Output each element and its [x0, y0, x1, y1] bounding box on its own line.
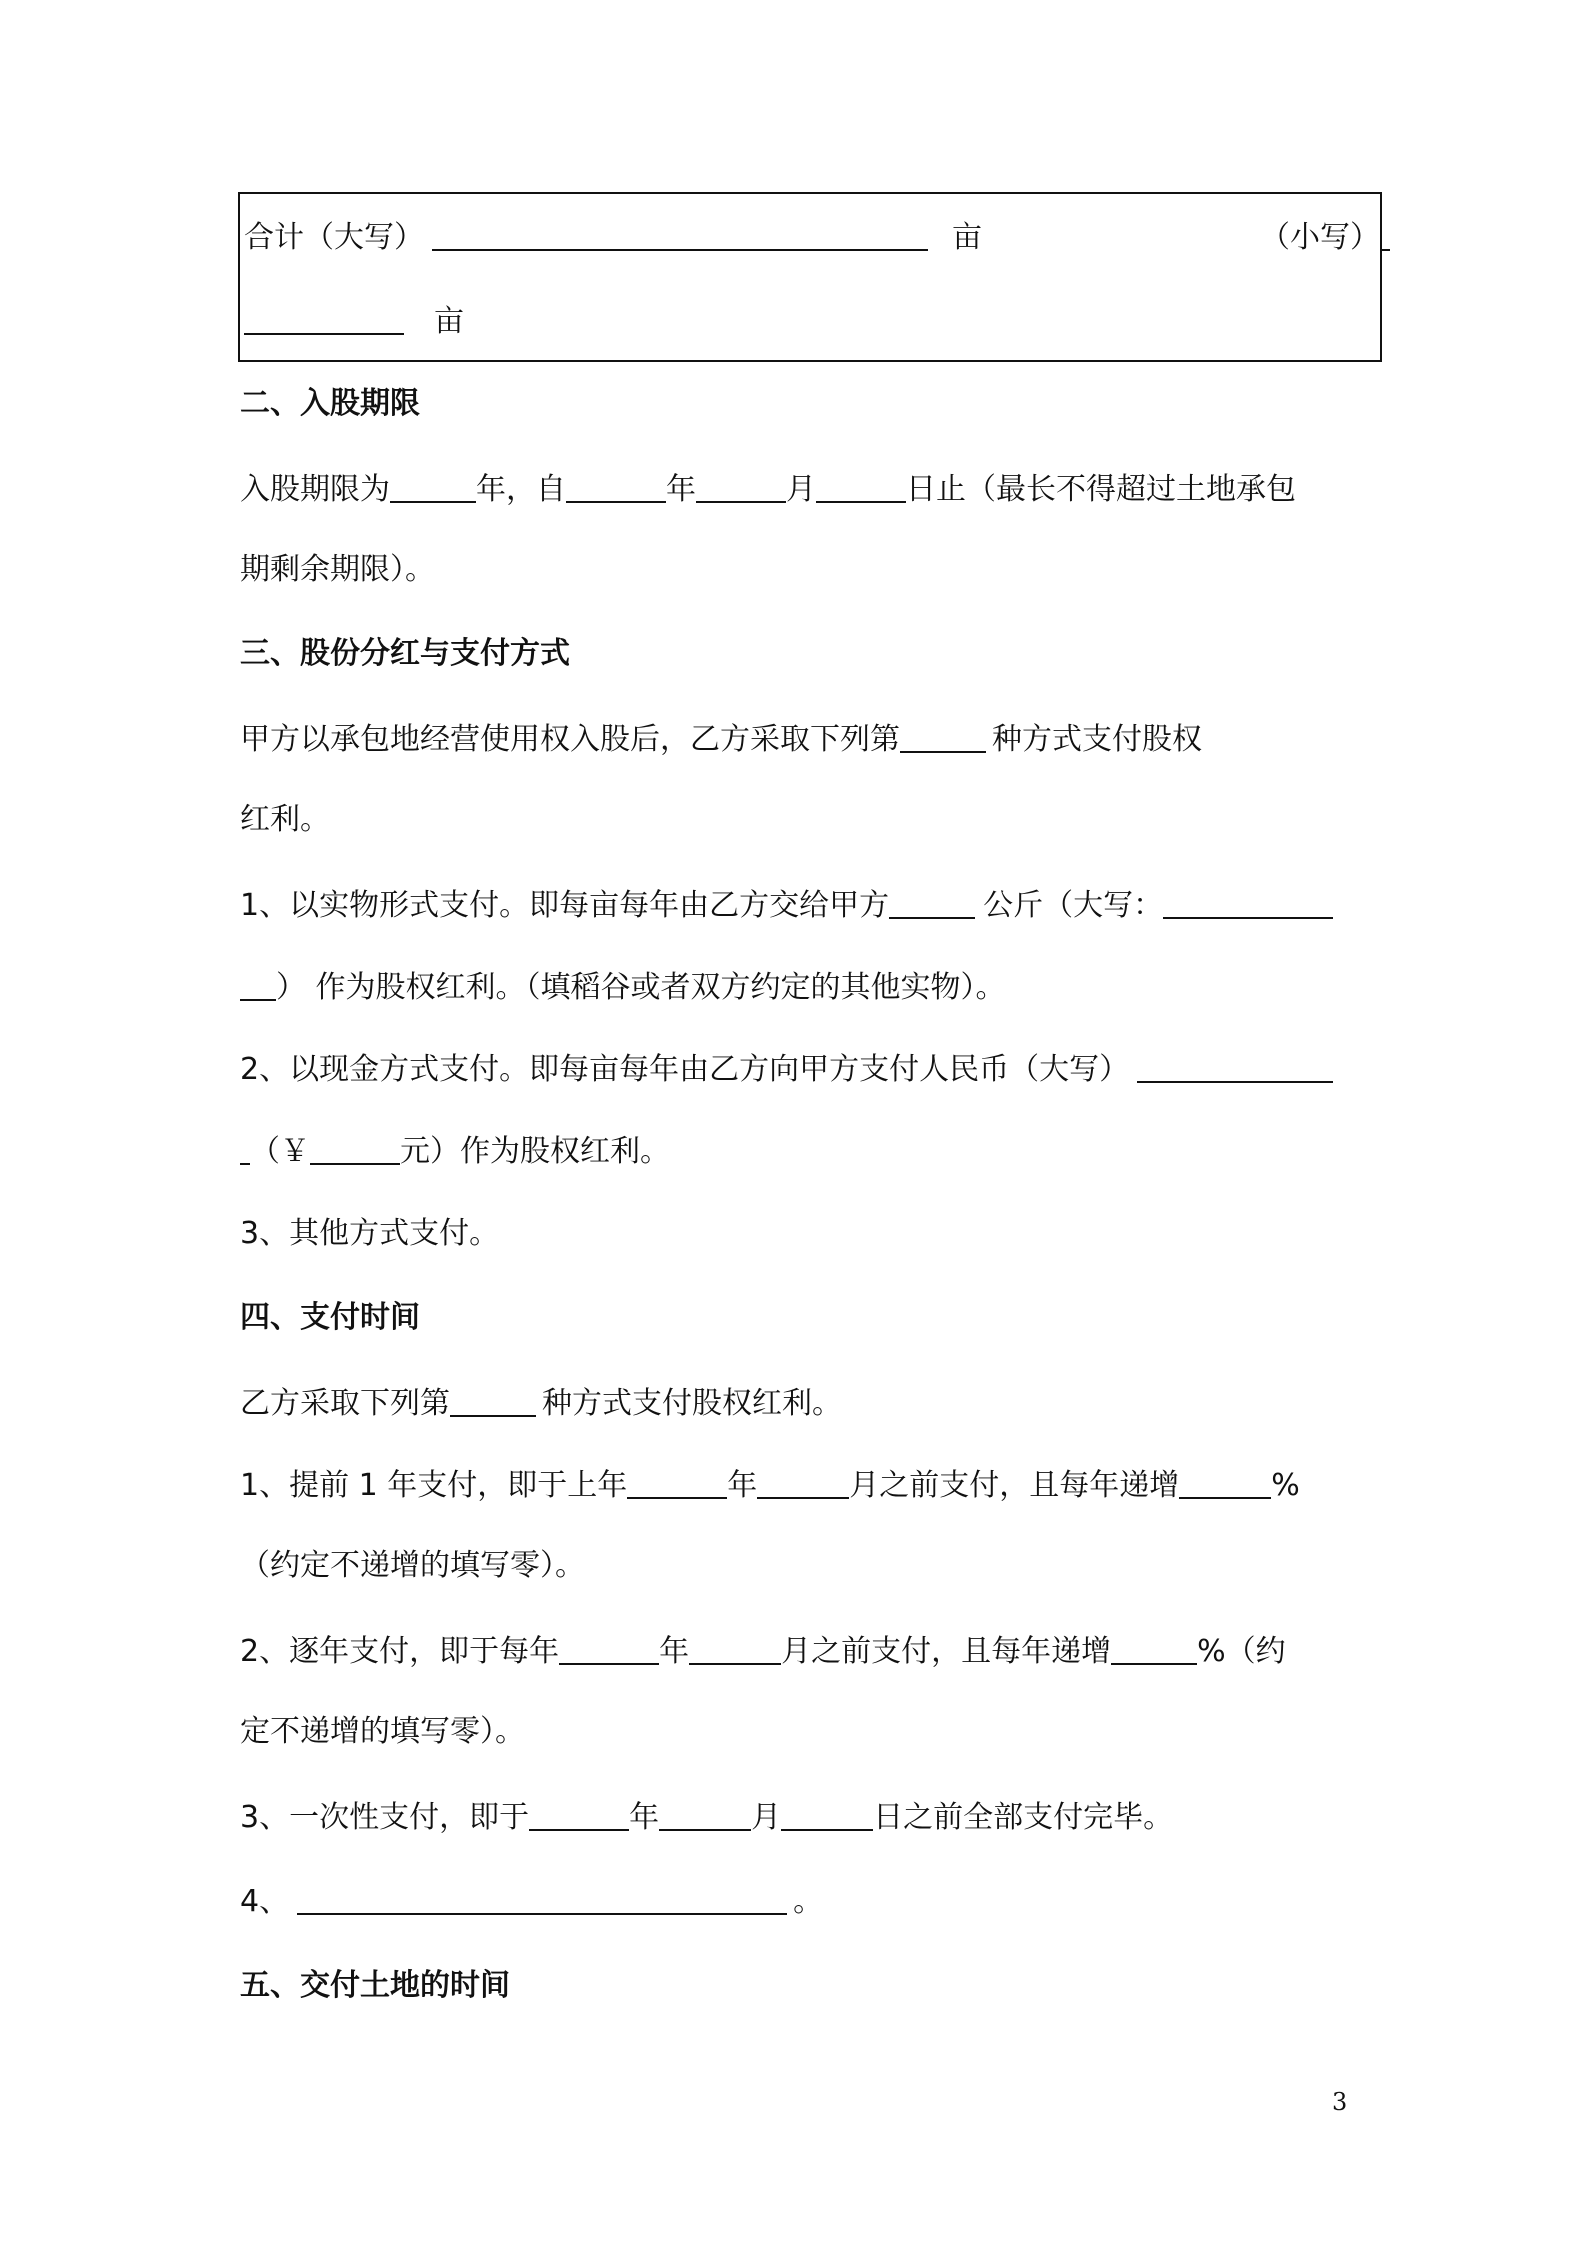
section4-item2-cont: 定不递增的填写零）。 [240, 1714, 525, 1749]
other-time-blank[interactable] [297, 1883, 787, 1915]
section4-heading: 四、支付时间 [240, 1300, 420, 1335]
total-unit2: 亩 [434, 304, 464, 339]
lump-year-blank[interactable] [529, 1799, 629, 1831]
section4-item1-cont: （约定不递增的填写零）。 [240, 1548, 585, 1583]
total-small-row [244, 302, 464, 342]
section4-intro: 乙方采取下列第 种方式支付股权红利。 [240, 1386, 842, 1421]
years-blank[interactable] [390, 471, 476, 503]
total-capital-label: 合计（大写） [244, 220, 424, 255]
total-small-blank[interactable] [244, 303, 404, 335]
rmb-capital-blank-cont[interactable] [240, 1133, 250, 1165]
section4-item4: 4、 。 [240, 1884, 824, 1919]
increase-percent-blank-1[interactable] [1179, 1467, 1271, 1499]
payment-time-method-blank[interactable] [450, 1385, 536, 1417]
section3-item1: 1、以实物形式支付。即每亩每年由乙方交给甲方 公斤（大写： [240, 886, 1333, 926]
total-small-label: （小写） [1260, 218, 1390, 258]
section3-item2: 2、以现金方式支付。即每亩每年由乙方向甲方支付人民币（大写） [240, 1050, 1333, 1090]
rmb-amount-blank[interactable] [310, 1133, 400, 1165]
page-number: 3 [1332, 2088, 1348, 2116]
section3-heading: 三、股份分红与支付方式 [240, 636, 570, 671]
section4-item1: 1、提前 1 年支付，即于上年 年 月之前支付，且每年递增 % [240, 1468, 1300, 1503]
section2-paragraph-cont: 期剩余期限）。 [240, 552, 435, 587]
section4-item2: 2、逐年支付，即于每年 年 月之前支付，且每年递增 %（约 [240, 1634, 1286, 1669]
total-unit1: 亩 [952, 220, 982, 255]
section3-item3: 3、其他方式支付。 [240, 1216, 500, 1251]
lump-day-blank[interactable] [781, 1799, 873, 1831]
annual-year-blank[interactable] [559, 1633, 659, 1665]
section3-intro: 甲方以承包地经营使用权入股后，乙方采取下列第 种方式支付股权 [240, 722, 1202, 757]
payment-method-blank[interactable] [900, 721, 986, 753]
section5-heading: 五、交付土地的时间 [240, 1968, 510, 2003]
section3-intro-cont: 红利。 [240, 802, 330, 837]
section3-item2-cont: （￥ 元）作为股权红利。 [240, 1132, 670, 1172]
annual-month-blank[interactable] [689, 1633, 781, 1665]
section2-paragraph: 入股期限为 年，自 年 月 日止（最长不得超过土地承包 [240, 472, 1296, 507]
lump-month-blank[interactable] [659, 1799, 751, 1831]
total-area-box [238, 192, 1382, 362]
section3-item1-cont: ） 作为股权红利。（填稻谷或者双方约定的其他实物）。 [240, 968, 1006, 1008]
prev-month-blank[interactable] [757, 1467, 849, 1499]
end-month-blank[interactable] [696, 471, 786, 503]
total-capital-row [244, 218, 928, 258]
increase-percent-blank-2[interactable] [1111, 1633, 1197, 1665]
section2-heading: 二、入股期限 [240, 386, 420, 421]
rmb-capital-blank[interactable] [1137, 1051, 1333, 1083]
section4-item3: 3、一次性支付，即于 年 月 日之前全部支付完毕。 [240, 1800, 1174, 1835]
kg-blank[interactable] [889, 887, 975, 919]
end-day-blank[interactable] [816, 471, 906, 503]
kg-capital-blank[interactable] [1163, 887, 1333, 919]
prev-year-blank[interactable] [627, 1467, 727, 1499]
total-capital-blank[interactable] [432, 219, 928, 251]
total-small-blank-start[interactable] [1380, 219, 1390, 251]
kg-capital-blank-cont[interactable] [240, 969, 276, 1001]
end-year-blank[interactable] [566, 471, 666, 503]
